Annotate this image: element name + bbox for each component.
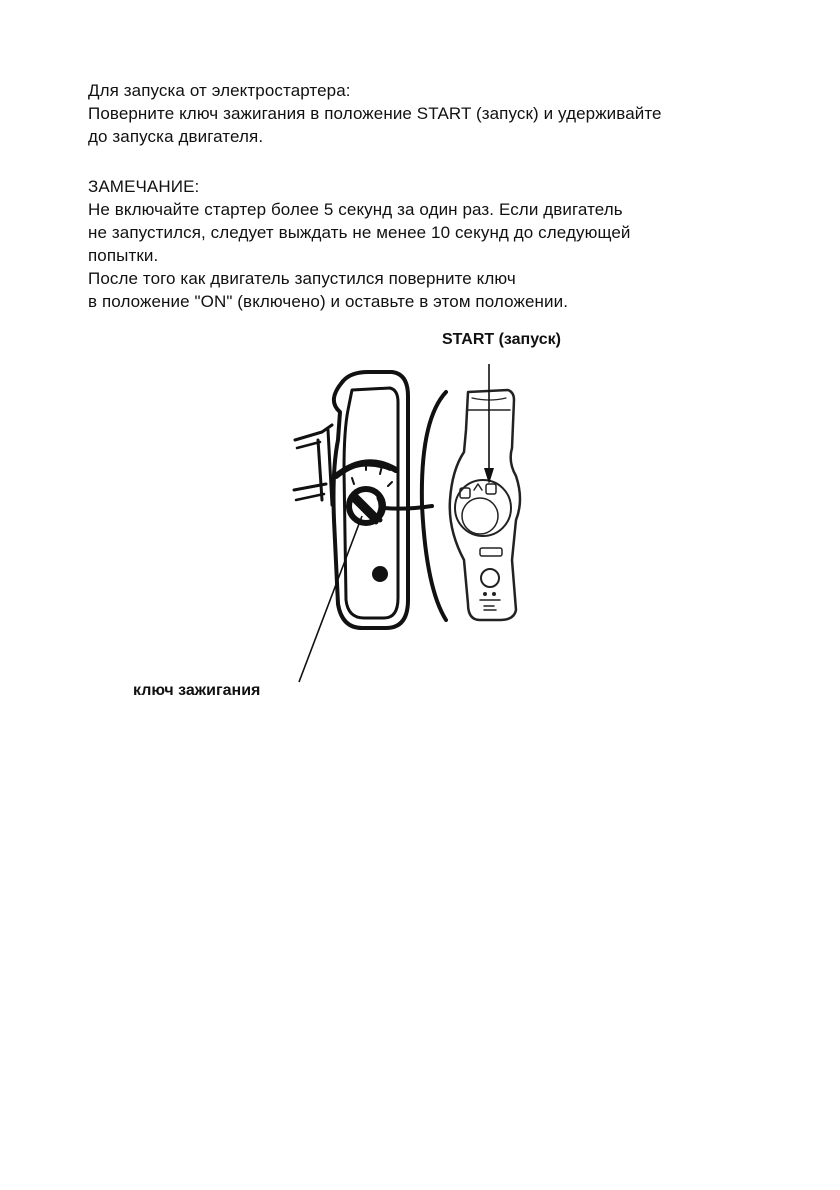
- electric-start-heading: Для запуска от электростартера:: [88, 81, 351, 100]
- note-line-1: Не включайте стартер более 5 секунд за один раз. Если двигатель: [88, 200, 623, 219]
- ignition-illustration: [0, 320, 840, 720]
- note-line-2: не запустился, следует выждать не менее 10 секунд до следующей: [88, 223, 631, 242]
- note-heading: ЗАМЕЧАНИЕ:: [88, 177, 200, 196]
- ignition-key-label: ключ зажигания: [133, 682, 261, 699]
- start-pointer-arrow: [484, 364, 494, 484]
- electric-start-instructions: [88, 79, 778, 148]
- note-line-3: попытки.: [88, 246, 159, 265]
- ignition-diagram: [0, 320, 840, 720]
- note-line-4: После того как двигатель запустился поверните ключ: [88, 269, 516, 288]
- ignition-panel: [294, 372, 432, 628]
- start-label: START (запуск): [442, 331, 561, 348]
- control-unit: [450, 390, 520, 620]
- electric-start-line-2: до запуска двигателя.: [88, 127, 264, 146]
- note-section: [88, 175, 778, 313]
- note-line-5: в положение "ON" (включено) и оставьте в этом положении.: [88, 292, 569, 311]
- electric-start-line-1: Поверните ключ зажигания в положение START (запуск) и удерживайте: [88, 104, 662, 123]
- key-pointer-line: [299, 516, 362, 682]
